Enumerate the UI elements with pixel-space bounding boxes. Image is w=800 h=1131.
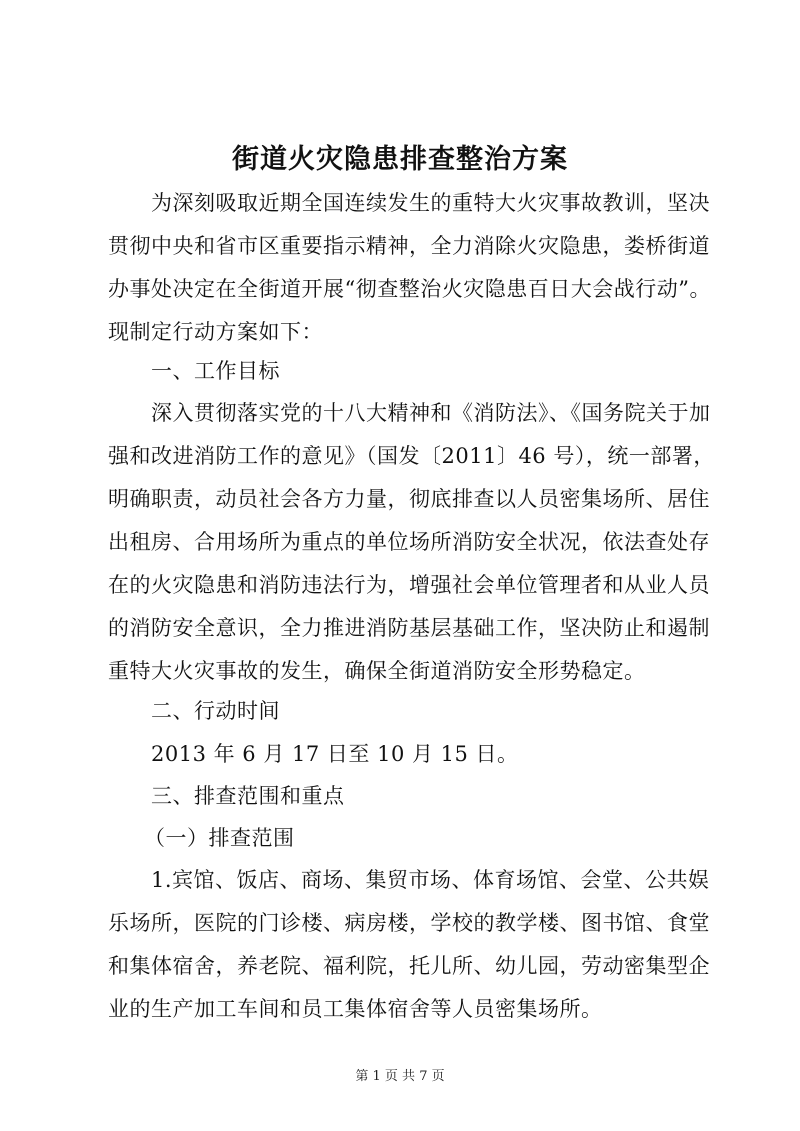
section2-line-1: 2013 年 6 月 17 日至 10 月 15 日。 [151, 742, 519, 766]
page-number-footer: 第 1 页 共 7 页 [355, 1069, 445, 1084]
section1-line-3: 明确职责，动员社会各方力量，彻底排查以人员密集场所、居住 [108, 487, 710, 511]
subsection1-line-4: 业的生产加工车间和员工集体宿舍等人员密集场所。 [108, 997, 603, 1021]
section1-line-5: 在的火灾隐患和消防违法行为，增强社会单位管理者和从业人员 [108, 573, 710, 597]
subsection1-line-1: 1.宾馆、饭店、商场、集贸市场、体育场馆、会堂、公共娱 [151, 868, 710, 892]
subsection1-line-3: 和集体宿舍，养老院、福利院，托儿所、幼儿园，劳动密集型企 [108, 954, 710, 978]
intro-line-4: 现制定行动方案如下： [108, 320, 323, 344]
intro-line-1: 为深刻吸取近期全国连续发生的重特大火灾事故教训，坚决 [151, 191, 710, 215]
subsection1-line-2: 乐场所，医院的门诊楼、病房楼，学校的教学楼、图书馆、食堂 [108, 911, 710, 935]
section1-line-2: 强和改进消防工作的意见》（国发〔2011〕46 号），统一部署， [108, 444, 715, 468]
section1-line-7: 重特大火灾事故的发生，确保全街道消防安全形势稳定。 [108, 659, 646, 683]
document-title: 街道火灾隐患排查整治方案 [232, 144, 568, 175]
section-heading-time: 二、行动时间 [151, 699, 280, 723]
section-heading-scope: 三、排查范围和重点 [151, 784, 345, 808]
section1-line-6: 的消防安全意识，全力推进消防基层基础工作，坚决防止和遏制 [108, 616, 710, 640]
intro-line-3: 办事处决定在全街道开展“彻查整治火灾隐患百日大会战行动”。 [108, 277, 711, 301]
intro-line-2: 贯彻中央和省市区重要指示精神，全力消除火灾隐患，娄桥街道 [108, 234, 710, 258]
subsection-heading-scope: （一）排查范围 [144, 826, 295, 850]
section-heading-goals: 一、工作目标 [151, 359, 280, 383]
section1-line-1: 深入贯彻落实党的十八大精神和《消防法》、《国务院关于加 [151, 401, 711, 425]
section1-line-4: 出租房、合用场所为重点的单位场所消防安全状况，依法查处存 [108, 530, 710, 554]
